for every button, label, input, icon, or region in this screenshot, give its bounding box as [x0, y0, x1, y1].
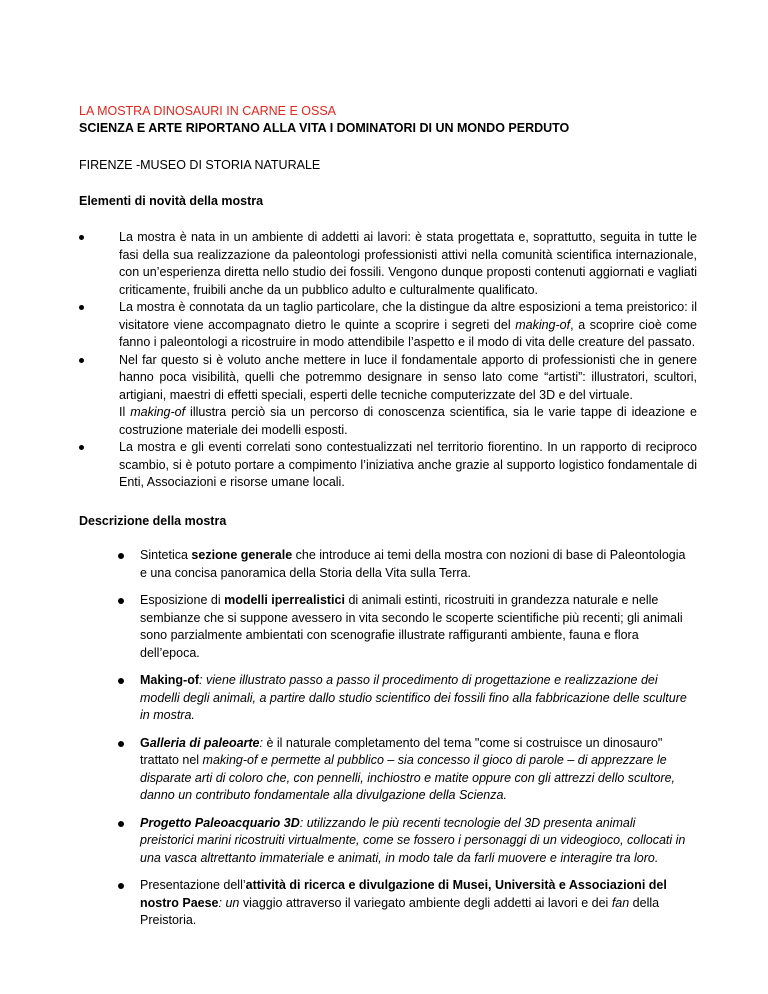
bullet-icon	[118, 741, 124, 747]
list-item: Progetto Paleoacquario 3D: utilizzando le più recenti tecnologie del 3D presenta animali preistorici marini ricostruiti virtualmente, come se fossero i personaggi di un videogioco, collocati in una vasca altrettanto immateriale e animati, in modo tale da farli muovere e interagire tra loro.	[79, 815, 689, 868]
list-item-text: La mostra e gli eventi correlati sono contestualizzati nel territorio fiorentino. In un rapporto di reciproco scambio, si è potuto portare a compimento l’iniziativa anche grazie al supporto logistico fondamentale di Enti, Associazioni e risorse umane locali.	[119, 440, 697, 489]
list-item	[79, 439, 697, 492]
section-heading-descrizione: Descrizione della mostra	[79, 514, 227, 528]
list-item-text: La mostra è nata in un ambiente di addetti ai lavori: è stata progettata e, soprattutto, seguita in tutte le fasi della sua realizzazione da paleontologi professionisti attivi nella comunità scientifica internazionale, con un’esperienza diretta nello studio dei fossili. Vengono dunque proposti contenuti aggiornati e vagliati criticamente, fruibili anche da un pubblico adulto e culturalmente qualificato.	[119, 230, 697, 297]
bullet-icon	[79, 235, 84, 240]
list-item-text: , a scoprire cioè come fanno i paleontologi a ricostruire in modo attendibile l’aspetto e il modo di vita delle creature del passato.	[119, 317, 697, 349]
bullet-icon	[79, 358, 84, 363]
section-heading-novita: Elementi di novità della mostra	[79, 194, 264, 208]
list-item-italic: making-of	[515, 317, 571, 332]
list-item	[79, 229, 697, 299]
list-item	[79, 352, 697, 440]
bullet-icon	[118, 883, 124, 889]
document-place: FIRENZE -MUSEO DI STORIA NATURALE	[79, 158, 321, 172]
bullet-icon	[79, 445, 84, 450]
list-item: Sintetica sezione generale che introduce ai temi della mostra con nozioni di base di Paleontologia e una concisa panoramica della Storia della Vita sulla Terra.	[79, 547, 689, 582]
list-item-paragraph: Il making-of illustra perciò sia un percorso di conoscenza scientifica, sia le varie tappe di ideazione e costruzione materiale dei modelli esposti.	[119, 405, 697, 437]
descrizione-list	[79, 547, 689, 940]
list-item: Making-of: viene illustrato passo a passo il procedimento di progettazione e realizzazione dei modelli degli animali, a partire dallo studio scientifico dei fossili fino alla fabbricazione delle sculture in mostra.	[79, 672, 689, 725]
list-item-text: La mostra è connotata da un taglio particolare, che la distingue da altre esposizioni a tema preistorico: il visitatore viene accompagnato dietro le quinte a scoprire i segreti del	[119, 300, 697, 332]
bullet-icon	[118, 678, 124, 684]
bullet-icon	[118, 598, 124, 604]
bullet-icon	[79, 305, 84, 310]
list-item: Galleria di paleoarte: è il naturale completamento del tema "come si costruisce un dinosauro" trattato nel making-of e permette al pubblico – sia concesso il gioco di parole – di apprezzare le disparate arti di coloro che, con pennelli, inchiostro e matite oppure con gli attrezzi dello scultore, danno un contributo fondamentale alla divulgazione della Scienza.	[79, 735, 689, 805]
bullet-icon	[118, 553, 124, 559]
list-item	[79, 299, 697, 352]
list-item-text: Nel far questo si è voluto anche mettere in luce il fondamentale apporto di professionisti che in genere hanno poca visibilità, quelli che potremmo designare in senso lato come “artisti”: illustratori, scultori, artigiani, maestri di effetti speciali, esperti delle tecniche computerizzate del 3D e del virtuale.	[119, 352, 697, 402]
document-title: LA MOSTRA DINOSAURI IN CARNE E OSSA	[79, 104, 337, 118]
bullet-icon	[118, 821, 124, 827]
novita-list	[79, 229, 697, 492]
document-subtitle: SCIENZA E ARTE RIPORTANO ALLA VITA I DOMINATORI DI UN MONDO PERDUTO	[79, 121, 570, 135]
list-item: Presentazione dell’attività di ricerca e divulgazione di Musei, Università e Associazioni del nostro Paese: un viaggio attraverso il variegato ambiente degli addetti ai lavori e dei fan della Preistoria.	[79, 877, 689, 930]
list-item: Esposizione di modelli iperrealistici di animali estinti, ricostruiti in grandezza naturale e nelle sembianze che si suppone avessero in vita secondo le scoperte scientifiche più recenti; gli animali sono parzialmente ambientati con scenografie illustrate raffiguranti ambiente, fauna e flora dell’epoca.	[79, 592, 689, 662]
